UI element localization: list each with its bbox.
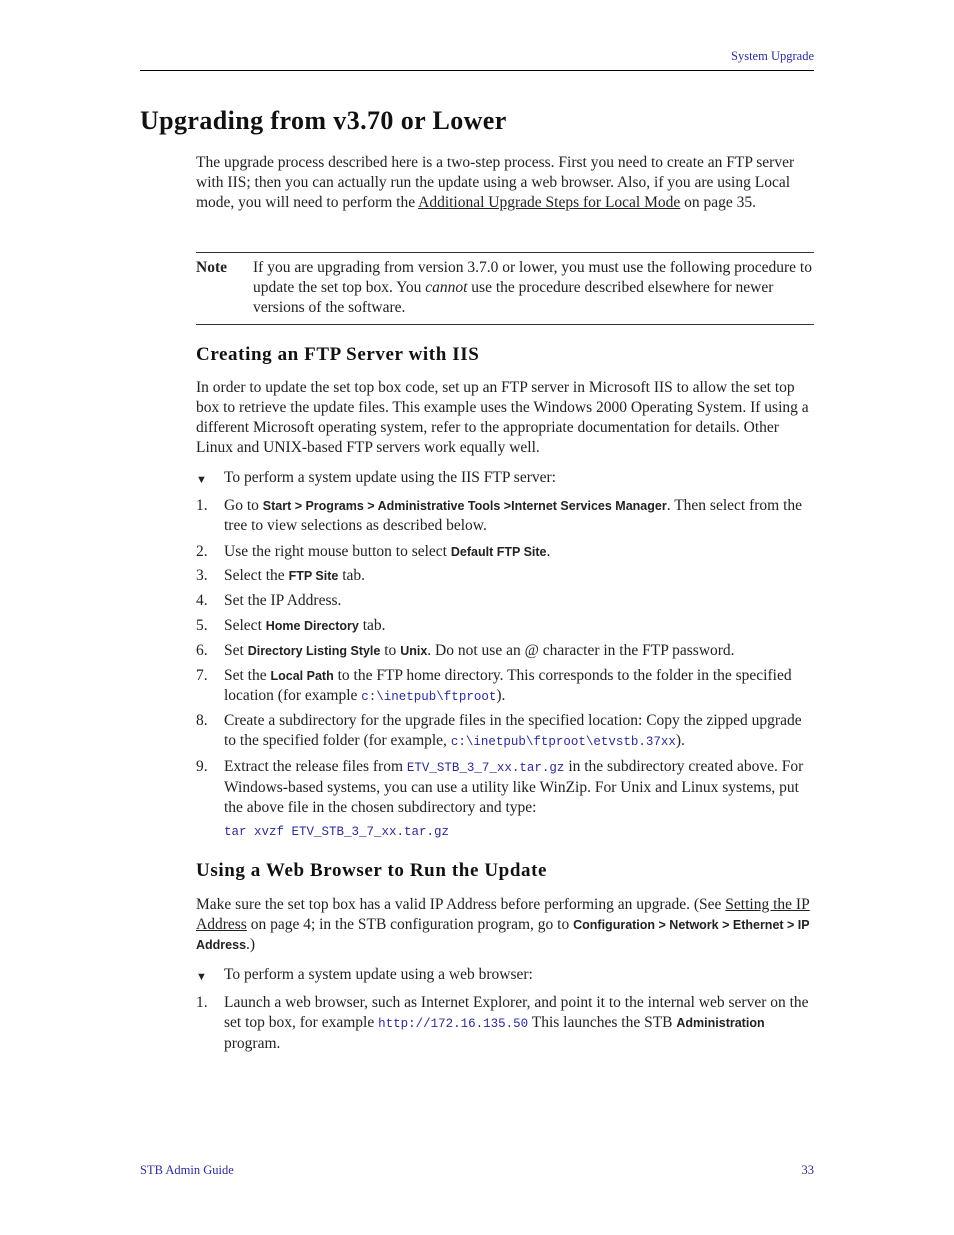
step-text: Select: [224, 617, 266, 634]
ui-term: Administration: [676, 1016, 765, 1030]
step-text: This launches the STB: [528, 1014, 677, 1031]
menu-path: Configuration > Network > Ethernet > IP Address: [196, 918, 810, 952]
web-text-3: .): [246, 936, 256, 953]
note-emphasis: cannot: [425, 279, 468, 296]
tar-command: tar xvzf ETV_STB_3_7_xx.tar.gz: [224, 825, 450, 839]
step-text: program.: [224, 1035, 281, 1052]
step-1: [196, 496, 816, 536]
web-step-1: [196, 993, 816, 1054]
step-text: ).: [675, 732, 685, 749]
step-text: Set the IP Address.: [224, 592, 342, 609]
step-text: Set the: [224, 667, 271, 684]
step-text: Set: [224, 642, 248, 659]
footer-title: STB Admin Guide: [140, 1163, 234, 1177]
web-text-1: Make sure the set top box has a valid IP Address before performing an upgrade. (See: [196, 896, 726, 913]
step-number: 5.: [196, 617, 208, 634]
ui-term: Default FTP Site: [450, 545, 547, 559]
ui-term: Directory Listing Style: [247, 644, 381, 658]
ui-term: Local Path: [270, 669, 334, 683]
step-text: Select the: [224, 567, 289, 584]
ftp-section-paragraph: In order to update the set top box code, set up an FTP server in Microsoft IIS to allow the set top box to retrieve the update files. This example uses the Windows 2000 Operating System. If using a different Microsoft operating system, refer to the appropriate documentation for details. Other Linux and UNIX-based FTP servers work equally well.: [196, 379, 809, 456]
header-rule: [140, 70, 814, 71]
step-text: to the FTP home directory. This corresponds to the folder in the specified location (for example: [224, 667, 792, 704]
web-text-2: on page 4; in the STB configuration program, go to: [246, 916, 574, 933]
step-number: 1.: [196, 994, 208, 1011]
step-number: 2.: [196, 543, 208, 560]
step-8: [196, 711, 816, 752]
step-text: in the subdirectory created above. For Windows-based systems, you can use a utility like WinZip. For Unix and Linux systems, put the above file in the chosen subdirectory and type:: [224, 758, 804, 816]
link-setting-ip-address[interactable]: Setting the IP Address: [196, 896, 810, 933]
link-local-mode-steps[interactable]: Additional Upgrade Steps for Local Mode: [418, 194, 681, 211]
step-text: Go to: [224, 497, 263, 514]
step-text: tab.: [358, 617, 386, 634]
ui-term: FTP Site: [288, 569, 339, 583]
triangle-bullet-icon: ▼: [196, 971, 207, 983]
step-text: Use the right mouse button to select: [224, 543, 451, 560]
url-link[interactable]: http://172.16.135.50: [378, 1017, 529, 1031]
ui-term: Unix: [400, 644, 428, 658]
note-text: [253, 258, 813, 318]
ftp-task-label: To perform a system update using the IIS FTP server:: [224, 469, 556, 486]
menu-path: Start > Programs > Administrative Tools >Internet Services Manager: [262, 499, 667, 513]
step-text: to: [380, 642, 401, 659]
intro-text-1: The upgrade process described here is a two-step process. First you need to create an FTP server with IIS; then you can actually run the update using a web browser. Also, if you are using Local mode, you will need to perform the: [196, 154, 795, 211]
code-path: c:\inetpub\ftproot: [361, 690, 497, 704]
intro-paragraph: [196, 153, 816, 213]
step-2: [196, 542, 816, 562]
step-text: . Do not use an @ character in the FTP password.: [427, 642, 735, 659]
intro-text-2: on page 35.: [680, 194, 757, 211]
step-number: 3.: [196, 567, 208, 584]
step-text: Extract the release files from: [224, 758, 407, 775]
step-text: . Then select from the tree to view selections as described below.: [224, 497, 803, 534]
step-number: 1.: [196, 497, 208, 514]
step-number: 8.: [196, 712, 208, 729]
note-rule-bottom: [196, 324, 814, 325]
step-number: 9.: [196, 758, 208, 775]
step-3: [196, 566, 816, 586]
step-4: [196, 591, 816, 611]
page-title: Upgrading from v3.70 or Lower: [140, 106, 507, 135]
step-number: 6.: [196, 642, 208, 659]
note-label: Note: [196, 259, 227, 276]
note-text-1: If you are upgrading from version 3.7.0 or lower, you must use the following procedure to update the set top box. You: [253, 259, 812, 296]
triangle-bullet-icon: ▼: [196, 474, 207, 486]
step-text: tab.: [338, 567, 366, 584]
step-text: ).: [496, 687, 506, 704]
ftp-section-heading: Creating an FTP Server with IIS: [196, 344, 480, 365]
step-number: 7.: [196, 667, 208, 684]
page-number: 33: [801, 1163, 814, 1177]
running-header: System Upgrade: [731, 49, 814, 63]
web-section-paragraph: [196, 895, 816, 955]
code-filename: ETV_STB_3_7_xx.tar.gz: [406, 761, 565, 775]
step-9: [196, 757, 816, 818]
note-text-2: use the procedure described elsewhere for newer versions of the software.: [253, 279, 774, 316]
web-section-heading: Using a Web Browser to Run the Update: [196, 860, 548, 881]
step-7: [196, 666, 816, 707]
web-task-label: To perform a system update using a web browser:: [224, 966, 533, 983]
step-text: Launch a web browser, such as Internet Explorer, and point it to the internal web server on the set top box, for example: [224, 994, 809, 1031]
code-path: c:\inetpub\ftproot\etvstb.37xx: [450, 735, 676, 749]
step-text: Create a subdirectory for the upgrade files in the specified location: Copy the zipped upgrade to the specified folder (for example,: [224, 712, 802, 749]
note-rule-top: [196, 252, 814, 253]
step-number: 4.: [196, 592, 208, 609]
step-6: [196, 641, 816, 661]
step-5: [196, 616, 816, 636]
ui-term: Home Directory: [265, 619, 359, 633]
step-text: .: [546, 543, 551, 560]
